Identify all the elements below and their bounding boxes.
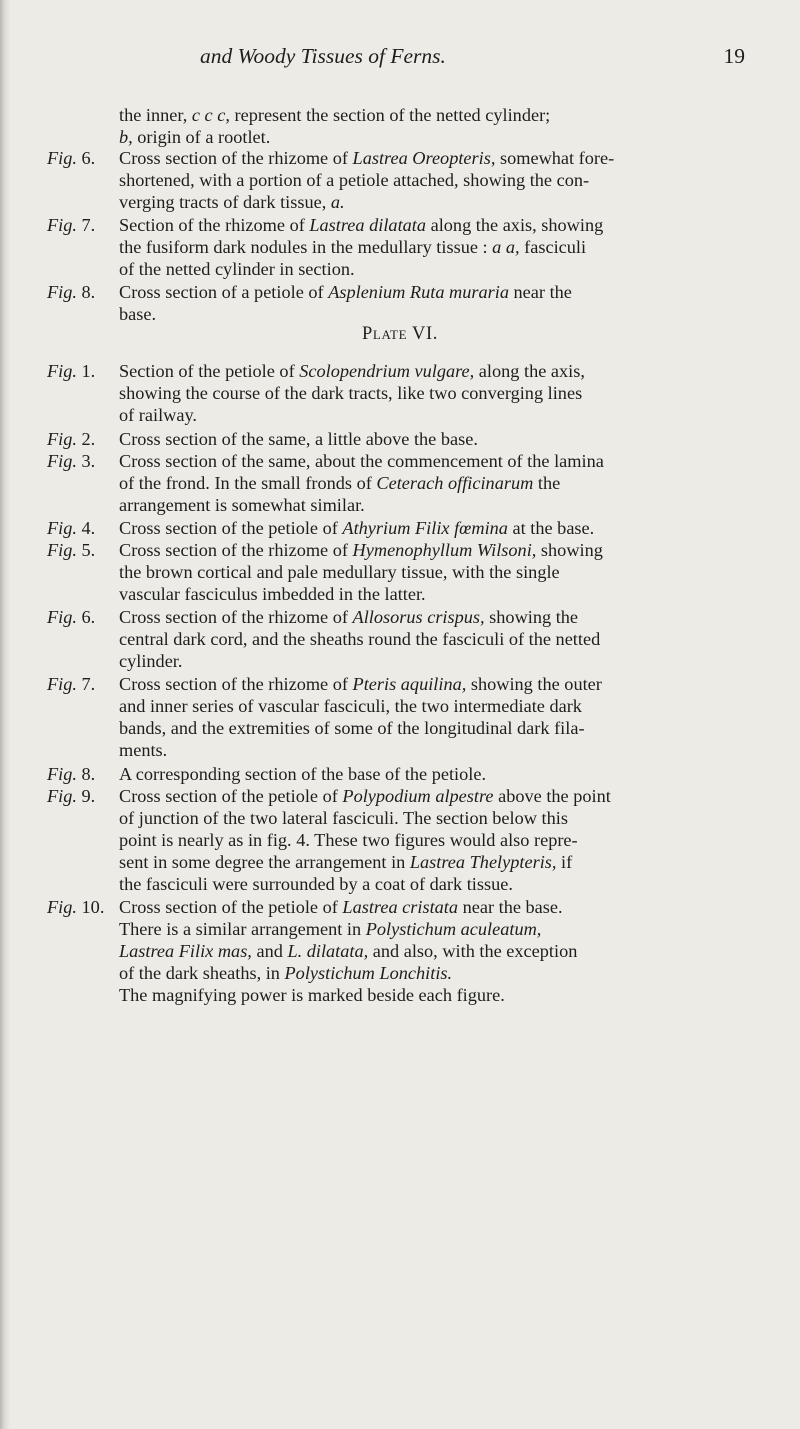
caption-text: Section of the rhizome of	[119, 215, 310, 235]
caption-text: along the axis, showing	[426, 215, 604, 235]
species-name: Scolopendrium vulgare,	[299, 361, 475, 381]
figure-label: Fig. 9.	[47, 786, 96, 806]
species-name: a.	[330, 192, 345, 212]
caption-text: of the netted cylinder in section.	[119, 259, 355, 279]
caption-line	[119, 940, 577, 962]
caption-text: Cross section of the same, about the commencement of the lamina	[119, 451, 604, 471]
running-title: and Woody Tissues of Ferns.	[200, 44, 446, 68]
caption-text: Cross section of the rhizome of	[119, 674, 353, 694]
caption-text: showing the outer	[466, 674, 602, 694]
caption-line	[119, 214, 603, 236]
caption-line	[119, 169, 589, 191]
caption-text: of the frond. In the small fronds of	[119, 473, 377, 493]
caption-text: Section of the petiole of	[119, 361, 300, 381]
caption-text: bands, and the extremities of some of the longitudinal dark fila-	[119, 718, 585, 738]
species-name: Polystichum aculeatum,	[365, 919, 542, 939]
caption-text: the fasciculi were surrounded by a coat of dark tissue.	[119, 874, 513, 894]
caption-line	[119, 717, 585, 739]
figure-label: Fig. 4.	[47, 518, 96, 538]
caption-text: represent the section of the netted cylinder;	[229, 105, 551, 125]
caption-line	[119, 695, 582, 717]
caption-text: above the point	[493, 786, 611, 806]
caption-line	[119, 360, 585, 382]
caption-text: cylinder.	[119, 651, 183, 671]
caption-line	[119, 258, 355, 280]
species-name: Ceterach officinarum	[376, 473, 534, 493]
caption-line	[119, 739, 167, 761]
caption-line	[119, 785, 611, 807]
species-name: Asplenium Ruta muraria	[328, 282, 509, 302]
caption-text: somewhat fore-	[495, 148, 615, 168]
running-header	[200, 44, 745, 78]
caption-text: of junction of the two lateral fasciculi. The section below this	[119, 808, 568, 828]
plate-heading: Plate VI.	[362, 324, 438, 344]
figure-label: Fig. 8.	[47, 282, 96, 302]
species-name: Lastrea cristata	[342, 897, 459, 917]
caption-line	[119, 404, 197, 426]
caption-line	[119, 450, 604, 472]
caption-line	[119, 984, 505, 1006]
caption-text: origin of a rootlet.	[132, 127, 271, 147]
caption-line	[119, 382, 582, 404]
caption-text: Cross section of the same, a little above the base.	[119, 429, 478, 449]
species-name: b,	[119, 127, 133, 147]
caption-line	[119, 873, 513, 895]
caption-text: base.	[119, 304, 157, 324]
caption-line	[119, 236, 586, 258]
caption-text: the brown cortical and pale medullary tissue, with the single	[119, 562, 560, 582]
caption-line	[119, 673, 602, 695]
species-name: Athyrium Filix fœmina	[342, 518, 508, 538]
caption-line	[119, 104, 550, 126]
caption-line	[119, 428, 478, 450]
species-name: Pteris aquilina,	[352, 674, 467, 694]
caption-line	[119, 191, 345, 213]
caption-text: Cross section of the petiole of	[119, 786, 343, 806]
caption-text: The magnifying power is marked beside each figure.	[119, 985, 505, 1005]
caption-text: Cross section of the rhizome of	[119, 148, 353, 168]
species-name: Lastrea Thelypteris,	[409, 852, 557, 872]
caption-line	[119, 896, 563, 918]
caption-text: the fusiform dark nodules in the medullary tissue :	[119, 237, 493, 257]
caption-text: There is a similar arrangement in	[119, 919, 366, 939]
caption-text: Cross section of the rhizome of	[119, 607, 353, 627]
caption-text: Cross section of the petiole of	[119, 518, 343, 538]
caption-text: at the base.	[507, 518, 595, 538]
caption-text: near the base.	[458, 897, 563, 917]
caption-line	[119, 763, 486, 785]
caption-text: near the	[508, 282, 572, 302]
caption-text: point is nearly as in fig. 4. These two figures would also repre-	[119, 830, 578, 850]
caption-text: verging tracts of dark tissue,	[119, 192, 331, 212]
caption-line	[119, 583, 426, 605]
caption-line	[119, 539, 603, 561]
caption-line	[119, 628, 600, 650]
caption-text: and inner series of vascular fasciculi, the two intermediate dark	[119, 696, 582, 716]
caption-text: the inner,	[119, 105, 192, 125]
caption-line	[119, 494, 365, 516]
caption-line	[119, 472, 560, 494]
caption-text: showing the course of the dark tracts, like two converging lines	[119, 383, 583, 403]
page-number: 19	[723, 44, 745, 68]
caption-line	[119, 962, 452, 984]
species-name: Lastrea Oreopteris,	[352, 148, 496, 168]
caption-line	[119, 126, 270, 148]
caption-text: ments.	[119, 740, 168, 760]
caption-line	[119, 147, 614, 169]
caption-text: central dark cord, and the sheaths round the fasciculi of the netted	[119, 629, 601, 649]
caption-text: fasciculi	[519, 237, 587, 257]
caption-text: sent in some degree the arrangement in	[119, 852, 410, 872]
caption-text: vascular fasciculus imbedded in the latter.	[119, 584, 426, 604]
caption-line	[119, 303, 156, 325]
caption-text: Cross section of the rhizome of	[119, 540, 353, 560]
species-name: Polypodium alpestre	[342, 786, 494, 806]
caption-text: the	[533, 473, 561, 493]
caption-text: if	[556, 852, 573, 872]
caption-line	[119, 918, 541, 940]
caption-line	[119, 281, 572, 303]
species-name: c c c,	[191, 105, 230, 125]
caption-line	[119, 606, 578, 628]
caption-line	[119, 650, 182, 672]
species-name: Allosorus crispus,	[352, 607, 485, 627]
figure-label: Fig. 1.	[47, 361, 96, 381]
figure-label: Fig. 6.	[47, 607, 96, 627]
figure-label: Fig. 6.	[47, 148, 96, 168]
caption-text: arrangement is somewhat similar.	[119, 495, 365, 515]
caption-line	[119, 517, 594, 539]
caption-line	[119, 807, 568, 829]
figure-label: Fig. 8.	[47, 764, 96, 784]
species-name: Lastrea Filix mas,	[119, 941, 252, 961]
caption-line	[119, 851, 572, 873]
caption-text: and	[251, 941, 288, 961]
caption-line	[119, 829, 578, 851]
caption-text: Cross section of the petiole of	[119, 897, 343, 917]
species-name: Lastrea dilatata	[309, 215, 427, 235]
caption-text: of railway.	[119, 405, 197, 425]
figure-label: Fig. 10.	[47, 897, 105, 917]
caption-line	[119, 561, 560, 583]
species-name: Hymenophyllum Wilsoni,	[352, 540, 537, 560]
figure-label: Fig. 2.	[47, 429, 96, 449]
caption-text: and also, with the exception	[368, 941, 578, 961]
page-spine-shadow	[0, 0, 10, 1429]
caption-text: showing the	[484, 607, 579, 627]
species-name: L. dilatata,	[287, 941, 369, 961]
figure-label: Fig. 7.	[47, 674, 96, 694]
species-name: Polystichum Lonchitis.	[284, 963, 453, 983]
caption-text: shortened, with a portion of a petiole attached, showing the con-	[119, 170, 590, 190]
caption-text: showing	[536, 540, 603, 560]
figure-label: Fig. 7.	[47, 215, 96, 235]
caption-text: along the axis,	[474, 361, 585, 381]
figure-label: Fig. 5.	[47, 540, 96, 560]
species-name: a a,	[492, 237, 520, 257]
caption-text: A corresponding section of the base of the petiole.	[119, 764, 487, 784]
caption-text: of the dark sheaths, in	[119, 963, 285, 983]
caption-text: Cross section of a petiole of	[119, 282, 329, 302]
figure-label: Fig. 3.	[47, 451, 96, 471]
